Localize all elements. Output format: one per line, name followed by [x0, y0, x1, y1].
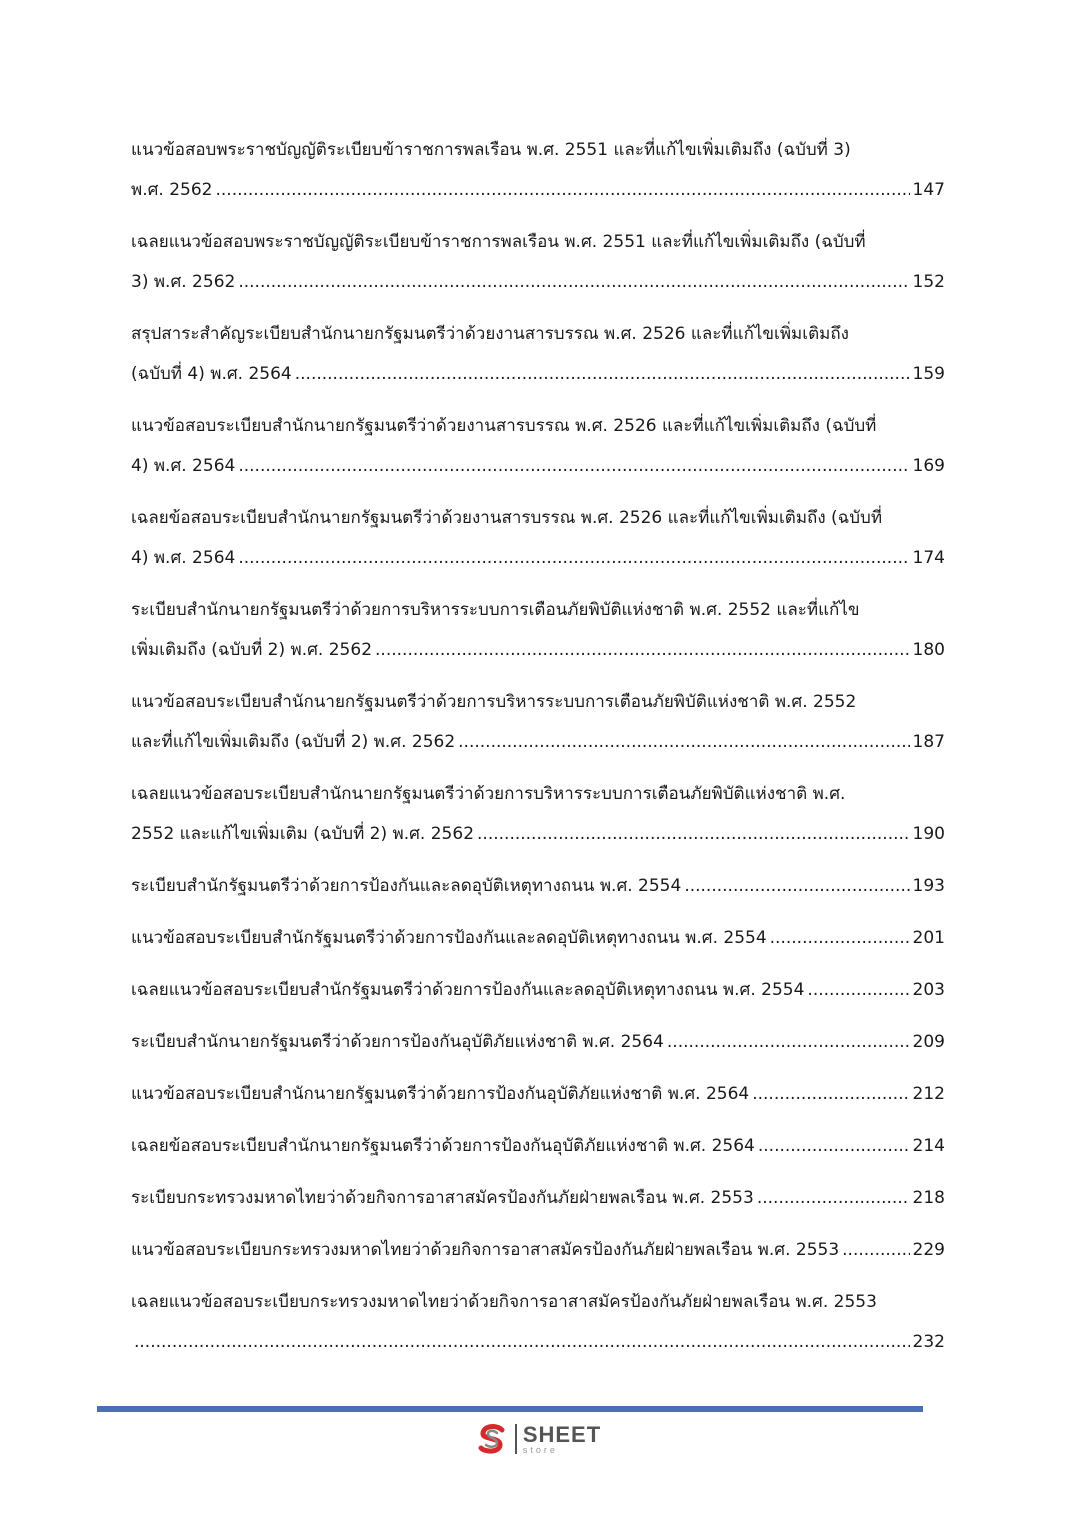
- leader-dots: [752, 1074, 909, 1114]
- toc-entry[interactable]: [131, 130, 945, 210]
- leader-dots: [758, 1126, 910, 1166]
- toc-entry-title-cont: 4) พ.ศ. 2564: [131, 548, 236, 568]
- toc-entry-title: ระเบียบสำนักนายกรัฐมนตรีว่าด้วยการป้องกันอุบัติภัยแห่งชาติ พ.ศ. 2564: [131, 1032, 664, 1052]
- toc-entry[interactable]: [131, 1178, 945, 1218]
- toc-page-number: 218: [912, 1188, 945, 1208]
- toc-entry[interactable]: [131, 1022, 945, 1062]
- toc-entry-title: แนวข้อสอบพระราชบัญญัติระเบียบข้าราชการพลเรือน พ.ศ. 2551 และที่แก้ไขเพิ่มเติมถึง (ฉบับที่ 3): [131, 140, 851, 160]
- toc-entry-title: เฉลยข้อสอบระเบียบสำนักนายกรัฐมนตรีว่าด้วยงานสารบรรณ พ.ศ. 2526 และที่แก้ไขเพิ่มเติมถึง (ฉบับที่: [131, 508, 883, 528]
- leader-dots: [238, 262, 909, 302]
- toc-entry-title: แนวข้อสอบระเบียบสำนักนายกรัฐมนตรีว่าด้วยการบริหารระบบการเตือนภัยพิบัติแห่งชาติ พ.ศ. 2552: [131, 692, 857, 712]
- leader-dots: [807, 970, 909, 1010]
- toc-entry-title: แนวข้อสอบระเบียบสำนักนายกรัฐมนตรีว่าด้วยงานสารบรรณ พ.ศ. 2526 และที่แก้ไขเพิ่มเติมถึง (ฉบับที่: [131, 416, 877, 436]
- toc-page-number: 232: [912, 1332, 945, 1352]
- toc-page-number: 187: [912, 732, 945, 752]
- toc-entry-title: ระเบียบสำนักนายกรัฐมนตรีว่าด้วยการบริหารระบบการเตือนภัยพิบัติแห่งชาติ พ.ศ. 2552 และที่แก้ไข: [131, 600, 860, 620]
- toc-entry-title-cont: เพิ่มเติมถึง (ฉบับที่ 2) พ.ศ. 2562: [131, 640, 373, 660]
- toc-page-number: 193: [912, 876, 945, 896]
- toc-entry-title: แนวข้อสอบระเบียบสำนักนายกรัฐมนตรีว่าด้วยการป้องกันอุบัติภัยแห่งชาติ พ.ศ. 2564: [131, 1084, 750, 1104]
- toc-entry[interactable]: [131, 314, 945, 394]
- toc-entry-title-cont: (ฉบับที่ 4) พ.ศ. 2564: [131, 364, 292, 384]
- toc-entry-title: แนวข้อสอบระเบียบสำนักรัฐมนตรีว่าด้วยการป้องกันและลดอุบัติเหตุทางถนน พ.ศ. 2554: [131, 928, 767, 948]
- toc-entry[interactable]: [131, 1126, 945, 1166]
- footer: [0, 1422, 1076, 1456]
- toc-entry[interactable]: [131, 970, 945, 1010]
- toc-entry-title-cont: 4) พ.ศ. 2564: [131, 456, 236, 476]
- leader-dots: [458, 722, 909, 762]
- toc-entry[interactable]: [131, 1074, 945, 1114]
- leader-dots: [757, 1178, 910, 1218]
- logo-wordmark: [522, 1421, 602, 1455]
- leader-dots: [238, 446, 909, 486]
- footer-rule: [97, 1406, 923, 1412]
- toc-page-number: 180: [912, 640, 945, 660]
- toc-entry[interactable]: [131, 498, 945, 578]
- toc-entry[interactable]: [131, 590, 945, 670]
- toc-page-number: 214: [912, 1136, 945, 1156]
- toc-entry-title-cont: พ.ศ. 2562: [131, 180, 213, 200]
- toc-entry[interactable]: [131, 1230, 945, 1270]
- toc-entry[interactable]: [131, 1282, 945, 1362]
- toc-entry-title: เฉลยข้อสอบระเบียบสำนักนายกรัฐมนตรีว่าด้วยการป้องกันอุบัติภัยแห่งชาติ พ.ศ. 2564: [131, 1136, 755, 1156]
- toc-page-number: 203: [912, 980, 945, 1000]
- toc-page-number: 229: [912, 1240, 945, 1260]
- logo-main-text: SHEET: [522, 1421, 602, 1447]
- toc-entry[interactable]: [131, 866, 945, 906]
- toc-entry-title: สรุปสาระสำคัญระเบียบสำนักนายกรัฐมนตรีว่าด้วยงานสารบรรณ พ.ศ. 2526 และที่แก้ไขเพิ่มเติมถึง: [131, 324, 849, 344]
- leader-dots: [667, 1022, 910, 1062]
- logo-sub-text: store: [522, 1444, 558, 1455]
- toc-entry-title-cont: 3) พ.ศ. 2562: [131, 272, 236, 292]
- leader-dots: [295, 354, 910, 394]
- toc-entry-title-cont: 2552 และแก้ไขเพิ่มเติม (ฉบับที่ 2) พ.ศ. 2562: [131, 824, 475, 844]
- leader-dots: [477, 814, 910, 854]
- toc-page-number: 174: [912, 548, 945, 568]
- leader-dots: [770, 918, 910, 958]
- toc-page-number: 201: [912, 928, 945, 948]
- toc-entry[interactable]: [131, 774, 945, 854]
- leader-dots: [134, 1322, 910, 1362]
- toc-page-number: 212: [912, 1084, 945, 1104]
- toc-page-number: 147: [912, 180, 945, 200]
- toc-entry-title: ระเบียบกระทรวงมหาดไทยว่าด้วยกิจการอาสาสมัครป้องกันภัยฝ่ายพลเรือน พ.ศ. 2553: [131, 1188, 754, 1208]
- toc-page-number: 190: [912, 824, 945, 844]
- toc-entry-title-cont: และที่แก้ไขเพิ่มเติมถึง (ฉบับที่ 2) พ.ศ. 2562: [131, 732, 456, 752]
- leader-dots: [684, 866, 909, 906]
- logo-divider: [515, 1424, 517, 1454]
- sheet-store-logo-icon: [475, 1422, 509, 1456]
- toc-entry-title: เฉลยแนวข้อสอบระเบียบสำนักรัฐมนตรีว่าด้วยการป้องกันและลดอุบัติเหตุทางถนน พ.ศ. 2554: [131, 980, 805, 1000]
- table-of-contents: [131, 130, 945, 1362]
- toc-page-number: 169: [912, 456, 945, 476]
- toc-entry-title: เฉลยแนวข้อสอบระเบียบสำนักนายกรัฐมนตรีว่าด้วยการบริหารระบบการเตือนภัยพิบัติแห่งชาติ พ.ศ.: [131, 784, 846, 804]
- toc-entry-title: แนวข้อสอบระเบียบกระทรวงมหาดไทยว่าด้วยกิจการอาสาสมัครป้องกันภัยฝ่ายพลเรือน พ.ศ. 2553: [131, 1240, 840, 1260]
- leader-dots: [375, 630, 910, 670]
- toc-entry[interactable]: [131, 682, 945, 762]
- leader-dots: [238, 538, 909, 578]
- toc-page-number: 152: [912, 272, 945, 292]
- toc-entry[interactable]: [131, 918, 945, 958]
- toc-page-number: 209: [912, 1032, 945, 1052]
- toc-entry-title: เฉลยแนวข้อสอบพระราชบัญญัติระเบียบข้าราชการพลเรือน พ.ศ. 2551 และที่แก้ไขเพิ่มเติมถึง (ฉบับที่: [131, 232, 866, 252]
- leader-dots: [842, 1230, 909, 1270]
- toc-entry-title: ระเบียบสำนักรัฐมนตรีว่าด้วยการป้องกันและลดอุบัติเหตุทางถนน พ.ศ. 2554: [131, 876, 682, 896]
- toc-entry[interactable]: [131, 406, 945, 486]
- toc-entry[interactable]: [131, 222, 945, 302]
- leader-dots: [215, 170, 909, 210]
- toc-entry-title: เฉลยแนวข้อสอบระเบียบกระทรวงมหาดไทยว่าด้วยกิจการอาสาสมัครป้องกันภัยฝ่ายพลเรือน พ.ศ. 2553: [131, 1292, 877, 1312]
- toc-page-number: 159: [912, 364, 945, 384]
